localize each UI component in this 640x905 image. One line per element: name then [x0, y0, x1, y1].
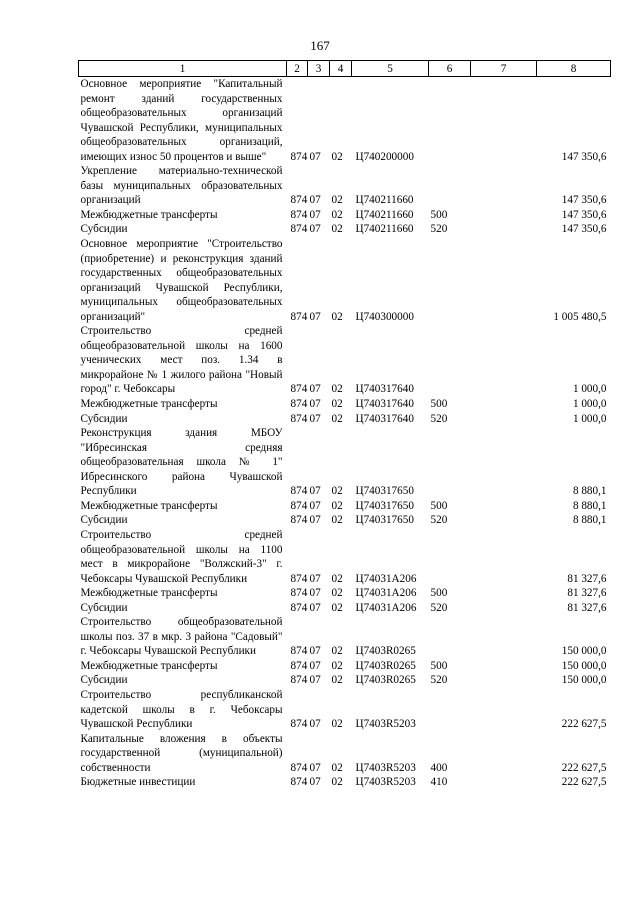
row-name: Субсидии [80, 223, 128, 236]
table-row [79, 659, 611, 674]
table-row [79, 397, 611, 412]
row-razdel: 07 [309, 659, 321, 672]
table-row [79, 688, 611, 732]
header-cell-7: 7 [471, 61, 537, 77]
row-column-7 [471, 673, 537, 688]
row-razdel: 07 [309, 761, 321, 774]
row-column-7 [471, 688, 537, 732]
row-podrazdel: 02 [331, 572, 343, 585]
row-amount: 150 000,0 [561, 659, 607, 672]
row-expense-type [429, 615, 471, 659]
row-vedomstvo: 874 [290, 718, 308, 731]
row-amount: 147 350,6 [561, 194, 607, 207]
row-amount: 81 327,6 [567, 587, 607, 600]
row-name: Строительство республиканской кадетской школы в г. Чебоксары Чувашской Республики [80, 688, 283, 731]
row-razdel: 07 [309, 674, 321, 687]
row-expense-type: 500 [430, 499, 448, 512]
row-vedomstvo: 874 [290, 412, 308, 425]
table-row [79, 208, 611, 223]
header-cell-6: 6 [429, 61, 471, 77]
row-razdel: 07 [309, 572, 321, 585]
row-vedomstvo: 874 [290, 601, 308, 614]
table-row [79, 586, 611, 601]
row-column-7 [471, 426, 537, 499]
table-row [79, 615, 611, 659]
table-header [79, 61, 611, 77]
table-row [79, 222, 611, 237]
row-vedomstvo: 874 [290, 208, 308, 221]
row-podrazdel: 02 [331, 310, 343, 323]
row-column-7 [471, 732, 537, 776]
table-row [79, 324, 611, 397]
header-cell-2: 2 [287, 61, 308, 77]
row-expense-type: 500 [430, 587, 448, 600]
row-column-7 [471, 77, 537, 165]
table-row [79, 775, 611, 790]
row-podrazdel: 02 [331, 412, 343, 425]
row-razdel: 07 [309, 194, 321, 207]
row-target-article: Ц74031А206 [355, 601, 417, 614]
row-target-article: Ц7403R5203 [355, 776, 416, 789]
table-row [79, 528, 611, 586]
row-amount: 8 880,1 [572, 514, 607, 527]
row-target-article: Ц740211660 [355, 223, 414, 236]
row-razdel: 07 [309, 587, 321, 600]
row-amount: 8 880,1 [572, 485, 607, 498]
table-row [79, 732, 611, 776]
row-expense-type: 520 [430, 601, 448, 614]
row-podrazdel: 02 [331, 601, 343, 614]
header-cell-4: 4 [330, 61, 352, 77]
row-vedomstvo: 874 [290, 223, 308, 236]
row-amount: 150 000,0 [561, 674, 607, 687]
row-column-7 [471, 222, 537, 237]
row-razdel: 07 [309, 485, 321, 498]
budget-table [78, 60, 611, 790]
row-target-article: Ц740317640 [355, 398, 414, 411]
row-podrazdel: 02 [331, 398, 343, 411]
row-target-article: Ц740317640 [355, 412, 414, 425]
row-name: Строительство средней общеобразовательной школы на 1600 ученических мест поз. 1.34 в микрорайоне № 1 жилого района "Новый город" г. Чебоксары [80, 325, 283, 396]
row-expense-type [429, 528, 471, 586]
row-vedomstvo: 874 [290, 310, 308, 323]
row-amount: 1 000,0 [572, 398, 607, 411]
row-name: Капитальные вложения в объекты государственной (муниципальной) собственности [80, 732, 283, 774]
row-name: Основное мероприятие "Капитальный ремонт зданий государственных общеобразовательных организаций Чувашской Республики, муниципальных общеобразовательных организаций, имеющих износ 50 процентов и выше" [80, 78, 283, 163]
row-column-7 [471, 659, 537, 674]
row-podrazdel: 02 [331, 776, 343, 789]
row-razdel: 07 [309, 208, 321, 221]
row-vedomstvo: 874 [290, 645, 308, 658]
row-target-article: Ц740211660 [355, 194, 414, 207]
row-podrazdel: 02 [331, 383, 343, 396]
row-name: Основное мероприятие "Строительство (приобретение) и реконструкция зданий государственных общеобразовательных организаций Чувашской Республики, муниципальных общеобразовательных организаций" [80, 238, 283, 323]
row-podrazdel: 02 [331, 485, 343, 498]
table-row [79, 673, 611, 688]
table-row [79, 499, 611, 514]
row-razdel: 07 [309, 645, 321, 658]
row-expense-type: 500 [430, 659, 448, 672]
row-razdel: 07 [309, 223, 321, 236]
row-vedomstvo: 874 [290, 514, 308, 527]
row-target-article: Ц74031А206 [355, 572, 417, 585]
row-podrazdel: 02 [331, 587, 343, 600]
row-column-7 [471, 528, 537, 586]
row-expense-type [429, 237, 471, 324]
row-expense-type: 410 [430, 776, 448, 789]
row-name: Строительство общеобразовательной школы поз. 37 в мкр. 3 района "Садовый" г. Чебоксары Чувашской Республики [80, 616, 283, 658]
row-name: Реконструкция здания МБОУ "Ибресинская средняя общеобразовательная школа № 1" Ибресинского района Чувашской Республики [80, 427, 283, 498]
row-column-7 [471, 324, 537, 397]
row-name: Укрепление материально-технической базы муниципальных образовательных организаций [80, 165, 283, 207]
row-expense-type: 500 [430, 208, 448, 221]
table-row [79, 601, 611, 616]
row-column-7 [471, 397, 537, 412]
row-expense-type: 400 [430, 761, 448, 774]
row-column-7 [471, 513, 537, 528]
row-name: Межбюджетные трансферты [80, 499, 218, 512]
row-column-7 [471, 775, 537, 790]
row-column-7 [471, 601, 537, 616]
row-vedomstvo: 874 [290, 776, 308, 789]
row-podrazdel: 02 [331, 674, 343, 687]
row-amount: 1 000,0 [572, 383, 607, 396]
row-razdel: 07 [309, 601, 321, 614]
row-podrazdel: 02 [331, 150, 343, 163]
row-column-7 [471, 237, 537, 324]
row-target-article: Ц7403R5203 [355, 718, 416, 731]
row-target-article: Ц7403R0265 [355, 674, 416, 687]
row-name: Субсидии [80, 412, 128, 425]
row-expense-type: 520 [430, 514, 448, 527]
row-name: Строительство средней общеобразовательной школы на 1100 мест в микрорайоне "Волжский-3" г. Чебоксары Чувашской Республики [80, 528, 283, 585]
row-vedomstvo: 874 [290, 150, 308, 163]
row-amount: 222 627,5 [561, 776, 607, 789]
row-expense-type [429, 324, 471, 397]
row-vedomstvo: 874 [290, 761, 308, 774]
page-number: 167 [310, 38, 330, 53]
row-razdel: 07 [309, 412, 321, 425]
row-vedomstvo: 874 [290, 659, 308, 672]
row-target-article: Ц7403R0265 [355, 659, 416, 672]
row-razdel: 07 [309, 514, 321, 527]
row-name: Субсидии [80, 601, 128, 614]
row-expense-type: 520 [430, 223, 448, 236]
row-name: Межбюджетные трансферты [80, 659, 218, 672]
row-target-article: Ц740211660 [355, 208, 414, 221]
row-target-article: Ц740300000 [355, 310, 414, 323]
row-podrazdel: 02 [331, 194, 343, 207]
row-podrazdel: 02 [331, 761, 343, 774]
row-column-7 [471, 586, 537, 601]
row-vedomstvo: 874 [290, 383, 308, 396]
row-vedomstvo: 874 [290, 572, 308, 585]
table-row [79, 412, 611, 427]
row-column-7 [471, 208, 537, 223]
row-target-article: Ц740200000 [355, 150, 414, 163]
row-expense-type [429, 426, 471, 499]
row-podrazdel: 02 [331, 223, 343, 236]
row-razdel: 07 [309, 150, 321, 163]
row-target-article: Ц740317650 [355, 514, 414, 527]
row-amount: 1 005 480,5 [553, 310, 607, 323]
row-amount: 222 627,5 [561, 718, 607, 731]
row-target-article: Ц740317640 [355, 383, 414, 396]
row-amount: 150 000,0 [561, 645, 607, 658]
row-expense-type [429, 164, 471, 208]
row-name: Межбюджетные трансферты [80, 208, 218, 221]
row-podrazdel: 02 [331, 208, 343, 221]
header-row [79, 61, 611, 77]
row-column-7 [471, 615, 537, 659]
header-cell-3: 3 [308, 61, 330, 77]
row-vedomstvo: 874 [290, 485, 308, 498]
row-razdel: 07 [309, 310, 321, 323]
row-column-7 [471, 412, 537, 427]
table-row [79, 77, 611, 165]
header-cell-5: 5 [352, 61, 429, 77]
row-razdel: 07 [309, 499, 321, 512]
row-name: Межбюджетные трансферты [80, 587, 218, 600]
row-name: Межбюджетные трансферты [80, 398, 218, 411]
row-amount: 222 627,5 [561, 761, 607, 774]
row-target-article: Ц7403R5203 [355, 761, 416, 774]
row-amount: 8 880,1 [572, 499, 607, 512]
row-expense-type: 500 [430, 398, 448, 411]
header-cell-1: 1 [79, 61, 287, 77]
row-razdel: 07 [309, 776, 321, 789]
table-row [79, 237, 611, 324]
row-name: Субсидии [80, 674, 128, 687]
row-target-article: Ц740317650 [355, 499, 414, 512]
row-vedomstvo: 874 [290, 499, 308, 512]
row-razdel: 07 [309, 383, 321, 396]
row-vedomstvo: 874 [290, 194, 308, 207]
table-row [79, 164, 611, 208]
row-amount: 147 350,6 [561, 223, 607, 236]
row-expense-type: 520 [430, 674, 448, 687]
row-column-7 [471, 499, 537, 514]
row-expense-type [429, 77, 471, 165]
table-row [79, 513, 611, 528]
row-podrazdel: 02 [331, 499, 343, 512]
row-razdel: 07 [309, 718, 321, 731]
table-body [79, 77, 611, 790]
row-amount: 1 000,0 [572, 412, 607, 425]
row-amount: 147 350,6 [561, 150, 607, 163]
row-name: Субсидии [80, 514, 128, 527]
row-razdel: 07 [309, 398, 321, 411]
row-expense-type [429, 688, 471, 732]
header-cell-8: 8 [537, 61, 611, 77]
row-amount: 81 327,6 [567, 601, 607, 614]
row-podrazdel: 02 [331, 659, 343, 672]
row-amount: 147 350,6 [561, 208, 607, 221]
row-podrazdel: 02 [331, 645, 343, 658]
table-row [79, 426, 611, 499]
row-podrazdel: 02 [331, 514, 343, 527]
row-name: Бюджетные инвестиции [80, 776, 196, 789]
row-podrazdel: 02 [331, 718, 343, 731]
row-target-article: Ц7403R0265 [355, 645, 416, 658]
row-expense-type: 520 [430, 412, 448, 425]
row-amount: 81 327,6 [567, 572, 607, 585]
row-target-article: Ц74031А206 [355, 587, 417, 600]
row-vedomstvo: 874 [290, 674, 308, 687]
row-vedomstvo: 874 [290, 587, 308, 600]
row-column-7 [471, 164, 537, 208]
row-target-article: Ц740317650 [355, 485, 414, 498]
row-vedomstvo: 874 [290, 398, 308, 411]
